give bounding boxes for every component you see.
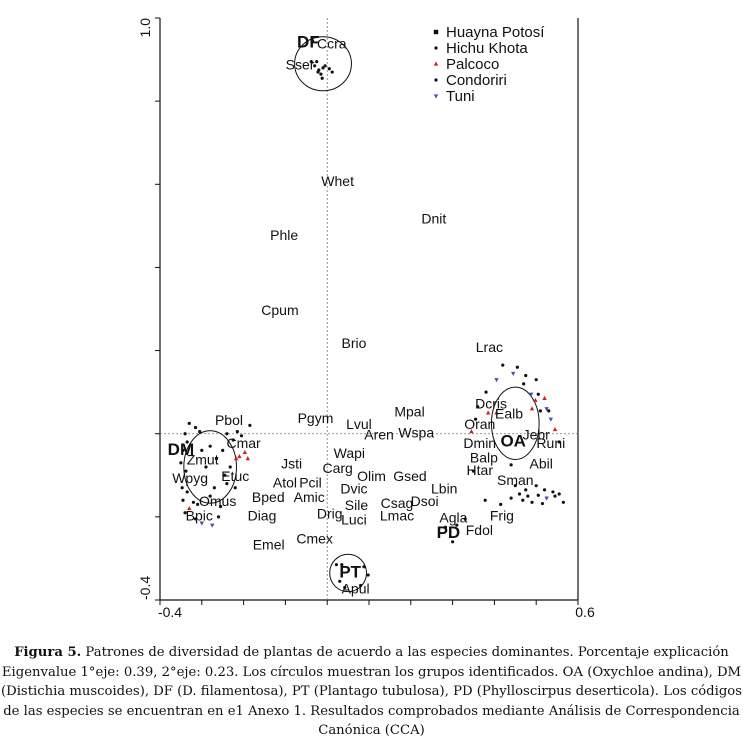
sample-point <box>558 492 561 495</box>
sample-point <box>553 494 556 497</box>
sample-point <box>524 488 527 491</box>
sample-point <box>535 484 538 487</box>
species-label-lrac: Lrac <box>475 339 504 356</box>
sample-point <box>217 515 220 518</box>
species-label-apul: Apul <box>341 580 370 597</box>
species-label-pbol: Pbol <box>214 411 243 428</box>
species-label-abil: Abil <box>529 455 553 472</box>
sample-point <box>213 486 216 489</box>
sample-point <box>524 374 527 377</box>
sample-point <box>188 422 191 425</box>
sample-point <box>331 70 334 73</box>
sample-point <box>246 456 250 460</box>
sample-point <box>522 382 525 385</box>
species-label-wpyg: Wpyg <box>172 470 208 487</box>
species-label-dnit: Dnit <box>421 210 447 227</box>
sample-point <box>510 497 513 500</box>
sample-point <box>499 503 502 506</box>
sample-point <box>551 490 554 493</box>
species-label-pgym: Pgym <box>297 409 334 426</box>
sample-point <box>362 565 365 568</box>
species-label-aren: Aren <box>364 426 394 443</box>
sample-point <box>234 486 237 489</box>
sample-point <box>321 77 324 80</box>
sample-point <box>194 426 197 429</box>
species-label-pd: PD <box>436 522 461 542</box>
species-label-dmin: Dmin <box>463 434 497 451</box>
sample-point <box>183 432 186 435</box>
x-tick-label-min: -0.4 <box>157 604 183 620</box>
species-labels <box>168 32 566 596</box>
species-label-balp: Balp <box>469 449 498 466</box>
sample-point <box>510 463 513 466</box>
species-label-dsoi: Dsoi <box>410 493 439 510</box>
sample-point <box>367 573 370 576</box>
figure-caption <box>0 643 743 741</box>
species-label-oa: OA <box>500 431 526 451</box>
sample-point <box>335 563 338 566</box>
sample-point <box>535 378 538 381</box>
sample-point <box>537 393 540 396</box>
species-label-cmex: Cmex <box>296 530 333 547</box>
species-label-carg: Carg <box>322 459 353 476</box>
species-label-pcil: Pcil <box>299 474 322 491</box>
legend-label: Huayna Potosí <box>446 24 545 41</box>
sample-point <box>179 461 182 464</box>
sample-point <box>236 430 239 433</box>
species-label-zmut: Zmut <box>186 451 219 468</box>
legend-label: Palcoco <box>446 56 500 73</box>
legend-marker <box>434 94 438 98</box>
figure-label: Figura 5. <box>14 645 82 660</box>
sample-point <box>181 499 184 502</box>
species-label-ealb: Ealb <box>495 405 524 422</box>
sample-point <box>541 502 544 505</box>
species-label-frig: Frig <box>489 507 514 524</box>
species-label-lmac: Lmac <box>379 507 415 524</box>
sample-point <box>553 427 557 431</box>
sample-point <box>484 499 487 502</box>
sample-point <box>328 67 331 70</box>
species-label-sser: Sser <box>285 56 315 73</box>
species-label-fdol: Fdol <box>465 522 493 539</box>
sample-point <box>315 60 318 63</box>
legend-label: Hichu Khota <box>446 40 528 57</box>
species-label-oran: Oran <box>464 416 496 433</box>
species-label-ccra: Ccra <box>317 35 347 52</box>
species-label-mpal: Mpal <box>394 403 425 420</box>
sample-point <box>542 396 546 400</box>
sample-point <box>530 406 534 410</box>
species-label-lvul: Lvul <box>346 416 372 433</box>
species-label-wspa: Wspa <box>398 424 435 441</box>
legend-marker <box>434 46 437 49</box>
species-label-sile: Sile <box>344 497 369 514</box>
species-label-lbin: Lbin <box>431 480 458 497</box>
sample-point <box>530 501 533 504</box>
y-tick-label-min: -0.4 <box>137 575 153 600</box>
sample-point <box>192 501 195 504</box>
species-label-csag: Csag <box>380 495 414 512</box>
sample-point <box>539 409 542 412</box>
sample-point <box>198 430 201 433</box>
legend-marker <box>434 61 438 65</box>
sample-point <box>237 454 241 458</box>
sample-point <box>484 391 487 394</box>
species-label-etuc: Etuc <box>221 468 250 485</box>
legend-label: Tuni <box>446 88 475 105</box>
sample-point <box>324 64 327 67</box>
species-label-emel: Emel <box>252 536 285 553</box>
species-label-agla: Agla <box>439 509 468 526</box>
sample-point <box>549 418 553 422</box>
species-label-cpum: Cpum <box>261 301 299 318</box>
species-label-cmar: Cmar <box>226 434 261 451</box>
species-label-phle: Phle <box>270 226 299 243</box>
species-label-jebr: Jebr <box>522 426 550 443</box>
species-label-dm: DM <box>167 439 195 459</box>
species-label-dcris: Dcris <box>475 395 508 412</box>
species-label-runi: Runi <box>536 434 566 451</box>
species-label-wapi: Wapi <box>333 445 366 462</box>
species-label-omus: Omus <box>199 493 237 510</box>
legend-marker <box>434 78 437 81</box>
y-tick-label-max: 1.0 <box>137 18 153 38</box>
species-label-atol: Atol <box>272 474 298 491</box>
sample-point <box>511 372 515 376</box>
species-label-drig: Drig <box>316 505 343 522</box>
sample-point <box>316 70 319 73</box>
sample-point <box>547 409 550 412</box>
legend-marker <box>434 30 438 34</box>
species-label-brio: Brio <box>341 335 367 352</box>
sample-point <box>319 73 322 76</box>
species-label-bped: Bped <box>251 488 285 505</box>
sample-point <box>543 488 546 491</box>
axis-ticks <box>137 18 595 620</box>
sample-point <box>494 378 498 382</box>
species-label-jsti: Jsti <box>281 455 303 472</box>
species-label-pt: PT <box>339 562 362 582</box>
species-label-olim: Olim <box>357 468 386 485</box>
zero-lines <box>160 18 578 600</box>
species-label-df: DF <box>297 32 320 52</box>
species-label-gsed: Gsed <box>393 468 427 485</box>
sample-point <box>248 424 251 427</box>
legend <box>434 24 545 105</box>
species-label-dvic: Dvic <box>340 480 368 497</box>
sample-point <box>516 366 519 369</box>
plot-frame <box>160 18 578 600</box>
species-label-sman: Sman <box>497 472 534 489</box>
sample-point <box>186 490 189 493</box>
sample-point <box>181 486 184 489</box>
sample-point <box>526 494 529 497</box>
species-label-amic: Amic <box>293 488 325 505</box>
species-label-whet: Whet <box>321 172 354 189</box>
sample-point <box>221 449 224 452</box>
sample-point <box>537 494 540 497</box>
sample-point <box>210 524 214 528</box>
x-tick-label-max: 0.6 <box>575 604 595 620</box>
species-label-luci: Luci <box>341 511 367 528</box>
sample-point <box>501 364 504 367</box>
sample-point <box>562 501 565 504</box>
legend-label: Condoriri <box>446 72 507 89</box>
sample-point <box>521 499 524 502</box>
caption-text: Patrones de diversidad de plantas de acuerdo a las especies dominantes. Porcentaje explicación Eigenvalue 1°eje: 0.39, 2°eje: 0.23. Los círculos muestran los grupos identificados. OA (Oxychloe andina), DM (Distichia muscoides), DF (D. filamentosa), PT (Plantago tubulosa), PD (Phylloscirpus deserticola). Los códigos de las especies se encuentran en e1 Anexo 1. Resultados comprobados mediante Análisis de Correspondencia Canónica (CCA) <box>1 645 742 738</box>
species-label-bpic: Bpic <box>185 507 213 524</box>
sample-point <box>544 497 548 501</box>
sample-point <box>209 445 212 448</box>
sample-point <box>518 492 521 495</box>
species-label-htar: Htar <box>466 461 493 478</box>
species-label-diag: Diag <box>247 507 277 524</box>
